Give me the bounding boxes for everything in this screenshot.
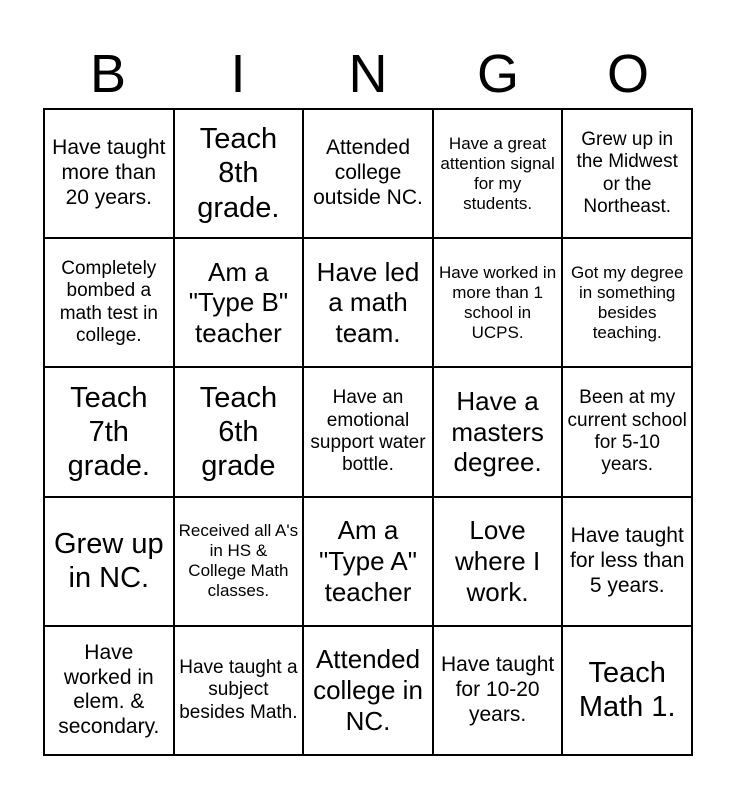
bingo-cell-g4[interactable]: Love where I work. — [433, 497, 563, 626]
header-letter-b: B — [89, 44, 127, 104]
bingo-cell-n1[interactable]: Attended college outside NC. — [303, 109, 433, 238]
bingo-cell-o2[interactable]: Got my degree in something besides teaching. — [562, 238, 692, 367]
bingo-cell-o4[interactable]: Have taught for less than 5 years. — [562, 497, 692, 626]
bingo-cell-g3[interactable]: Have a masters degree. — [433, 367, 563, 496]
header-letter-g: G — [476, 44, 519, 104]
bingo-cell-o1[interactable]: Grew up in the Midwest or the Northeast. — [562, 109, 692, 238]
bingo-cell-n2[interactable]: Have led a math team. — [303, 238, 433, 367]
bingo-cell-i4[interactable]: Received all A's in HS & College Math classes. — [174, 497, 304, 626]
bingo-cell-b5[interactable]: Have worked in elem. & secondary. — [44, 626, 174, 755]
bingo-cell-g2[interactable]: Have worked in more than 1 school in UCPS. — [433, 238, 563, 367]
bingo-cell-g1[interactable]: Have a great attention signal for my students. — [433, 109, 563, 238]
header-letter-n: N — [348, 44, 388, 104]
bingo-cell-b3[interactable]: Teach 7th grade. — [44, 367, 174, 496]
header-letter-o: O — [606, 44, 649, 104]
bingo-cell-i1[interactable]: Teach 8th grade. — [174, 109, 304, 238]
bingo-cell-b2[interactable]: Completely bombed a math test in college. — [44, 238, 174, 367]
bingo-cell-i2[interactable]: Am a "Type B" teacher — [174, 238, 304, 367]
bingo-cell-o5[interactable]: Teach Math 1. — [562, 626, 692, 755]
bingo-cell-n3[interactable]: Have an emotional support water bottle. — [303, 367, 433, 496]
bingo-cell-b1[interactable]: Have taught more than 20 years. — [44, 109, 174, 238]
bingo-cell-b4[interactable]: Grew up in NC. — [44, 497, 174, 626]
bingo-cell-g5[interactable]: Have taught for 10-20 years. — [433, 626, 563, 755]
bingo-grid — [43, 108, 693, 756]
bingo-cell-i5[interactable]: Have taught a subject besides Math. — [174, 626, 304, 755]
bingo-header — [43, 40, 693, 108]
bingo-cell-i3[interactable]: Teach 6th grade — [174, 367, 304, 496]
bingo-cell-n5[interactable]: Attended college in NC. — [303, 626, 433, 755]
bingo-cell-n4[interactable]: Am a "Type A" teacher — [303, 497, 433, 626]
bingo-cell-o3[interactable]: Been at my current school for 5-10 years. — [562, 367, 692, 496]
header-letter-i: I — [230, 44, 246, 104]
